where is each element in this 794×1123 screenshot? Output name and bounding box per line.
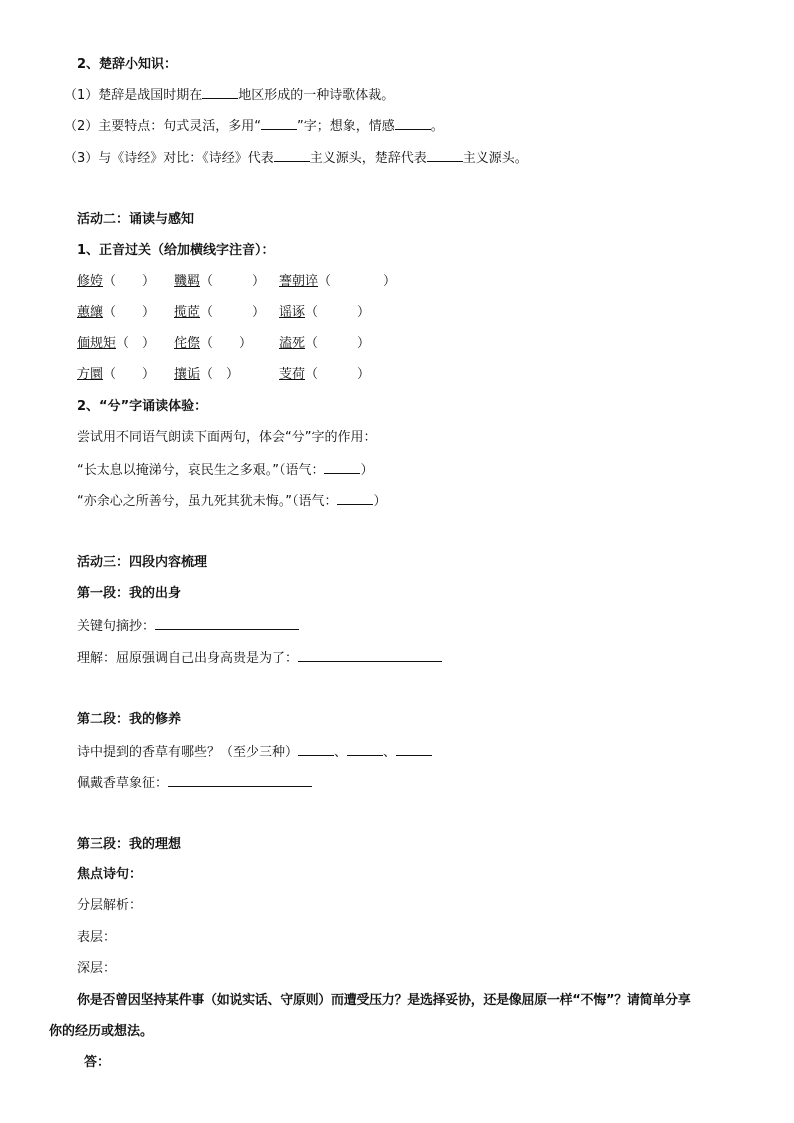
herbs-question: 诗中提到的香草有哪些？（至少三种） 、 、	[77, 742, 432, 762]
paragraph-3-title: 第三段：我的理想	[77, 837, 182, 852]
answer-blank[interactable]	[261, 116, 297, 130]
xi-reading-title: 2、“兮”字诵读体验：	[77, 399, 208, 414]
answer-blank[interactable]	[396, 742, 432, 756]
herbs-symbol-question: 佩戴香草象征：	[77, 773, 312, 793]
pinyin-item: 侘傺（ ）	[174, 336, 253, 351]
answer-label: 答：	[84, 1055, 111, 1070]
answer-blank[interactable]	[274, 148, 310, 162]
section-title-chuci: 2、楚辞小知识：	[77, 57, 178, 72]
paragraph-1-title: 第一段：我的出身	[77, 586, 182, 601]
answer-blank[interactable]	[395, 116, 431, 130]
discussion-prompt-cont: 你的经历或想法。	[49, 1024, 154, 1039]
key-sentence-question: 关键句摘抄：	[77, 616, 299, 636]
question-3: （3）与《诗经》对比：《诗经》代表 主义源头，楚辞代表 主义源头。	[64, 148, 528, 168]
pinyin-item: 揽茝（ ）	[174, 305, 266, 320]
pinyin-item: 方圜（ ）	[77, 367, 156, 382]
paragraph-2-title: 第二段：我的修养	[77, 712, 182, 727]
question-1: （1）楚辞是战国时期在 地区形成的一种诗歌体裁。	[64, 85, 394, 105]
pinyin-item: 蕙纕（ ）	[77, 305, 156, 320]
pinyin-item: 谣诼（ ）	[279, 305, 371, 320]
understanding-question: 理解：屈原强调自己出身高贵是为了：	[77, 648, 442, 668]
pinyin-item: 偭规矩（ ）	[77, 336, 156, 351]
xi-instruction: 尝试用不同语气朗读下面两句，体会“兮”字的作用：	[77, 430, 377, 445]
answer-blank[interactable]	[347, 742, 383, 756]
xi-line-2: “亦余心之所善兮，虽九死其犹未悔。”（语气： ）	[77, 491, 387, 511]
answer-blank[interactable]	[202, 85, 238, 99]
deep-layer-label: 深层：	[77, 961, 117, 976]
pinyin-item: 謇朝谇（ ）	[279, 274, 397, 289]
question-2: （2）主要特点：句式灵活，多用“ ”字；想象，情感 。	[64, 116, 444, 136]
pinyin-item: 修姱（ ）	[77, 274, 156, 289]
layer-analysis-label: 分层解析：	[77, 898, 143, 913]
pronunciation-title: 1、正音过关（给加横线字注音）：	[77, 243, 275, 258]
answer-blank[interactable]	[337, 491, 373, 505]
answer-blank[interactable]	[298, 742, 334, 756]
answer-blank[interactable]	[168, 773, 312, 787]
focus-line-label: 焦点诗句：	[77, 867, 143, 882]
pinyin-item: 芰荷（ ）	[279, 367, 371, 382]
answer-blank[interactable]	[155, 616, 299, 630]
answer-blank[interactable]	[298, 648, 442, 662]
pinyin-item: 溘死（ ）	[279, 336, 371, 351]
pinyin-item: 鞿羁（ ）	[174, 274, 266, 289]
discussion-prompt: 你是否曾因坚持某件事（如说实话、守原则）而遭受压力？是选择妥协，还是像屈原一样“不悔”？请简单分享	[77, 993, 691, 1008]
activity-2-title: 活动二：诵读与感知	[77, 212, 195, 227]
activity-3-title: 活动三：四段内容梳理	[77, 555, 208, 570]
answer-blank[interactable]	[427, 148, 463, 162]
surface-layer-label: 表层：	[77, 930, 117, 945]
xi-line-1: “长太息以掩涕兮，哀民生之多艰。”（语气： ）	[77, 460, 374, 480]
answer-blank[interactable]	[324, 460, 360, 474]
pinyin-item: 攘诟（ ）	[174, 367, 240, 382]
